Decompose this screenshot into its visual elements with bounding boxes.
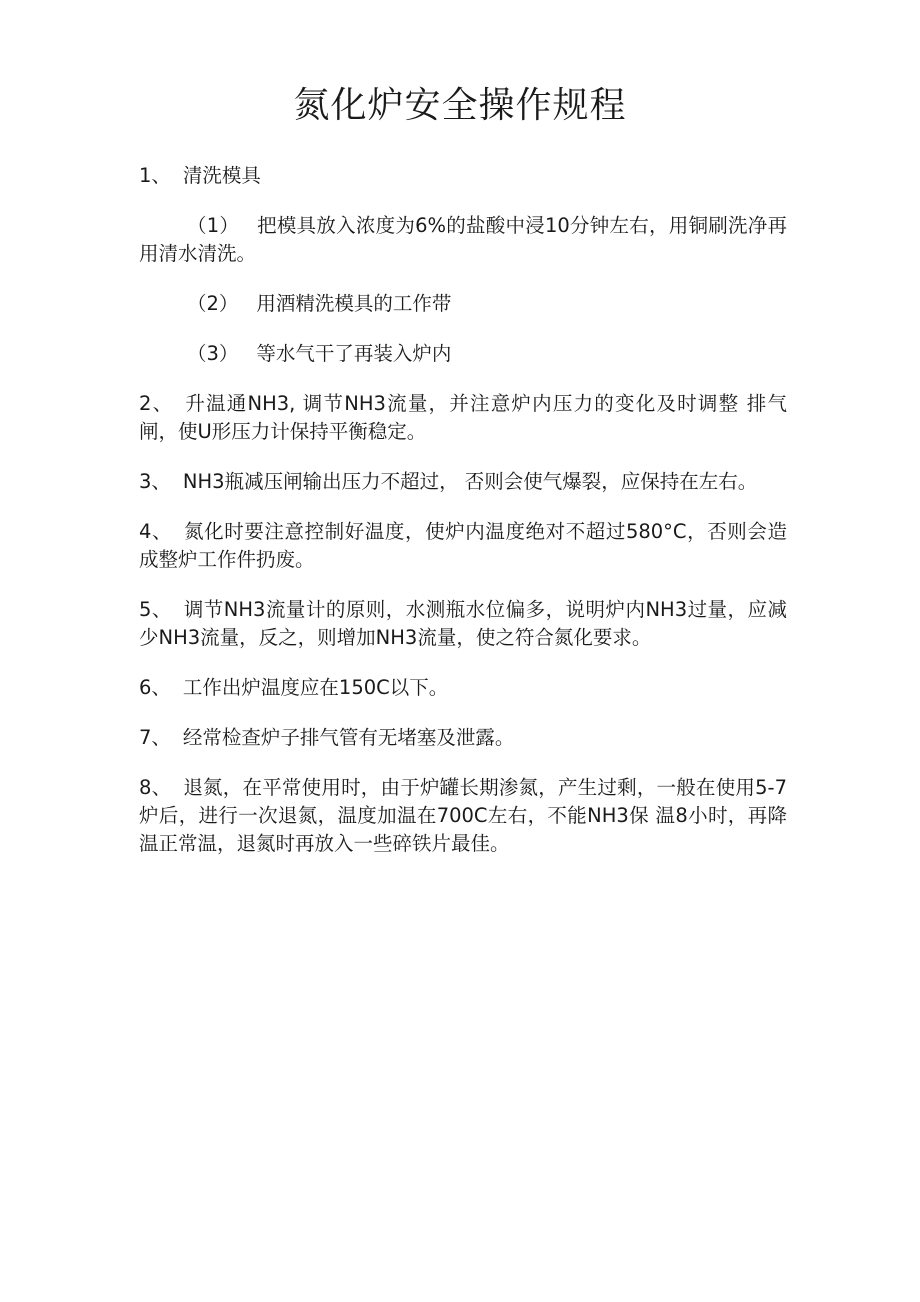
section-number: 5、	[139, 598, 172, 621]
section-text: 退氮，在平常使用时，由于炉罐长期渗氮，产生过剩，一般在使用5-7炉后，进行一次退氮，温度加温在700C左右，不能NH3保 温8小时，再降温正常温，退氮时再放入一些碎铁片最佳。	[139, 776, 787, 855]
item-text: 等水气干了再装入炉内	[256, 342, 452, 365]
section-text: 调节NH3流量计的原则，水测瓶水位偏多，说明炉内NH3过量，应减少NH3流量，反之，则增加NH3流量，使之符合氮化要求。	[139, 598, 787, 649]
document-title: 氮化炉安全操作规程	[293, 85, 627, 126]
section-text: 工作出炉温度应在150C以下。	[182, 676, 449, 699]
section-8	[139, 774, 787, 858]
section-1	[139, 162, 787, 190]
section-1-item-2	[139, 290, 787, 318]
section-4	[139, 518, 787, 574]
section-number: 2、	[139, 392, 174, 415]
section-text: 升温通NH3, 调节NH3流量，并注意炉内压力的变化及时调整 排气闸，使U形压力计保持平衡稳定。	[139, 392, 787, 443]
section-5	[139, 596, 787, 652]
section-1-item-1	[139, 212, 787, 268]
section-text: 经常检查炉子排气管有无堵塞及泄露。	[182, 726, 515, 749]
section-number: 8、	[139, 776, 172, 799]
item-number: （2）	[187, 292, 239, 315]
section-text: NH3瓶减压闸输出压力不超过， 否则会使气爆裂，应保持在左右。	[182, 470, 758, 493]
section-text: 清洗模具	[182, 164, 261, 187]
section-number: 1、	[139, 164, 171, 187]
section-2	[139, 390, 787, 446]
section-number: 7、	[139, 726, 171, 749]
section-text: 氮化时要注意控制好温度，使炉内温度绝对不超过580°C，否则会造成整炉工作件扔废。	[139, 520, 787, 571]
item-text: 把模具放入浓度为6%的盐酸中浸10分钟左右，用铜刷洗净再用清水清洗。	[139, 214, 787, 265]
section-number: 4、	[139, 520, 173, 543]
item-number: （1）	[187, 214, 240, 237]
section-7	[139, 724, 787, 752]
section-number: 6、	[139, 676, 171, 699]
section-number: 3、	[139, 470, 171, 493]
section-6	[139, 674, 787, 702]
section-3	[139, 468, 787, 496]
item-number: （3）	[187, 342, 239, 365]
document-body	[139, 162, 787, 880]
item-text: 用酒精洗模具的工作带	[256, 292, 452, 315]
section-1-item-3	[139, 340, 787, 368]
